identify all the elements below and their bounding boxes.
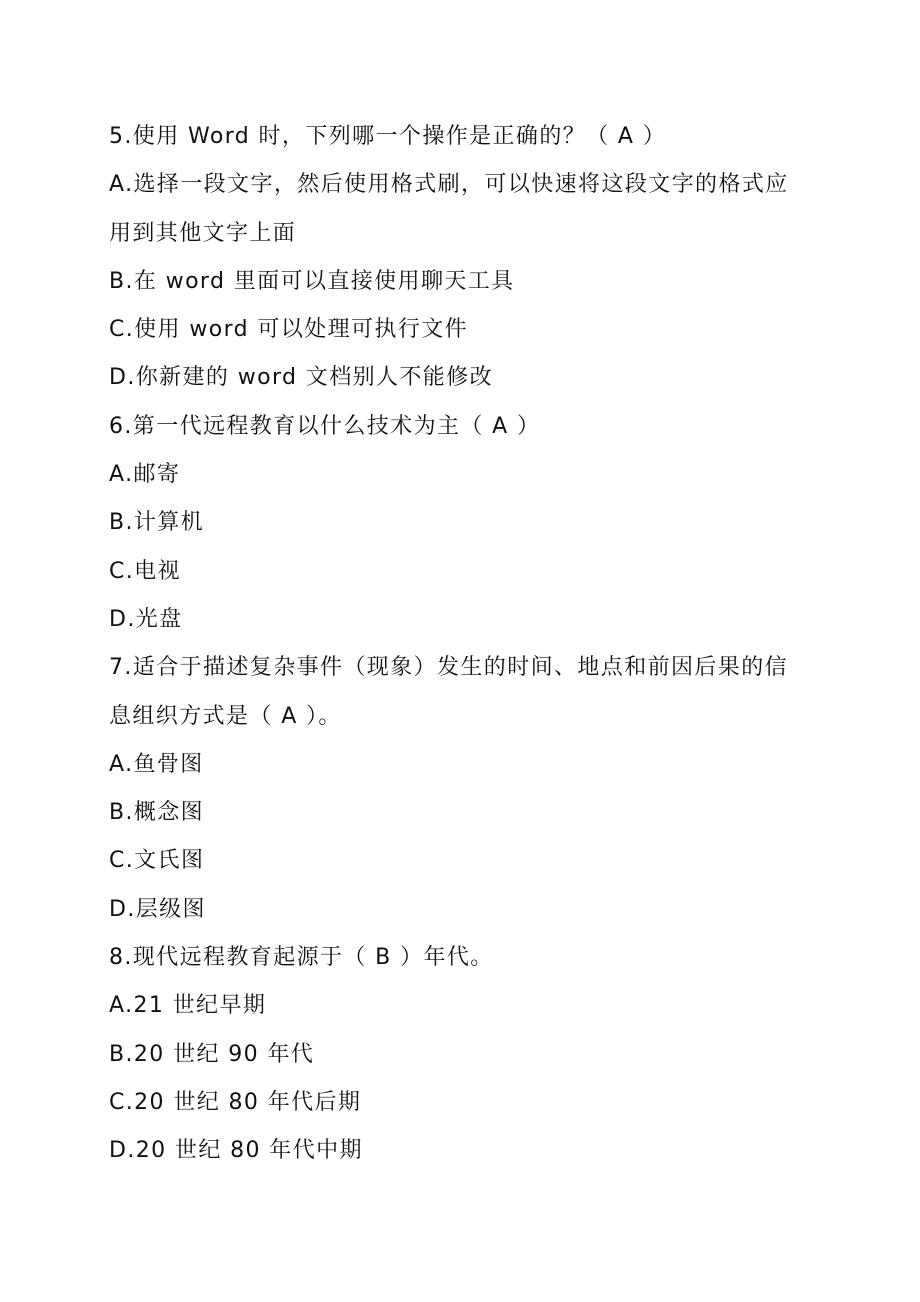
option-d: D.层级图 bbox=[109, 896, 206, 922]
option-d: D.光盘 bbox=[109, 606, 183, 632]
question-5 bbox=[109, 113, 819, 403]
option-c: C.文氏图 bbox=[109, 848, 205, 874]
option-b: B.在 word 里面可以直接使用聊天工具 bbox=[109, 268, 515, 294]
option-a: A.邮寄 bbox=[109, 462, 181, 488]
option-a bbox=[109, 161, 819, 258]
question-6 bbox=[109, 403, 819, 644]
question-7 bbox=[109, 644, 819, 934]
option-c: C.使用 word 可以处理可执行文件 bbox=[109, 317, 469, 343]
question-stem: 息组织方式是（ A ）。 bbox=[109, 703, 342, 729]
option-a: A.21 世纪早期 bbox=[109, 993, 267, 1019]
question-stem: 5.使用 Word 时，下列哪一个操作是正确的？（ A ） bbox=[109, 124, 667, 149]
option-line: A.选择一段文字，然后使用格式刷，可以快速将这段文字的格式应 bbox=[109, 172, 789, 198]
option-d: D.你新建的 word 文档别人不能修改 bbox=[109, 365, 493, 391]
question-stem: 6.第一代远程教育以什么技术为主（ A ） bbox=[109, 413, 541, 439]
option-d: D.20 世纪 80 年代中期 bbox=[109, 1138, 363, 1164]
question-8 bbox=[109, 934, 819, 1175]
option-a: A.鱼骨图 bbox=[109, 751, 204, 777]
question-stem: 8.现代远程教育起源于（ B ）年代。 bbox=[109, 945, 494, 971]
option-line: 用到其他文字上面 bbox=[109, 220, 297, 246]
question-list bbox=[109, 113, 819, 1176]
option-b: B.计算机 bbox=[109, 510, 205, 536]
question-stem: 7.适合于描述复杂事件（现象）发生的时间、地点和前因后果的信 bbox=[109, 655, 788, 681]
option-c: C.电视 bbox=[109, 558, 181, 584]
option-b: B.概念图 bbox=[109, 800, 205, 826]
option-c: C.20 世纪 80 年代后期 bbox=[109, 1089, 362, 1115]
option-b: B.20 世纪 90 年代 bbox=[109, 1041, 315, 1067]
